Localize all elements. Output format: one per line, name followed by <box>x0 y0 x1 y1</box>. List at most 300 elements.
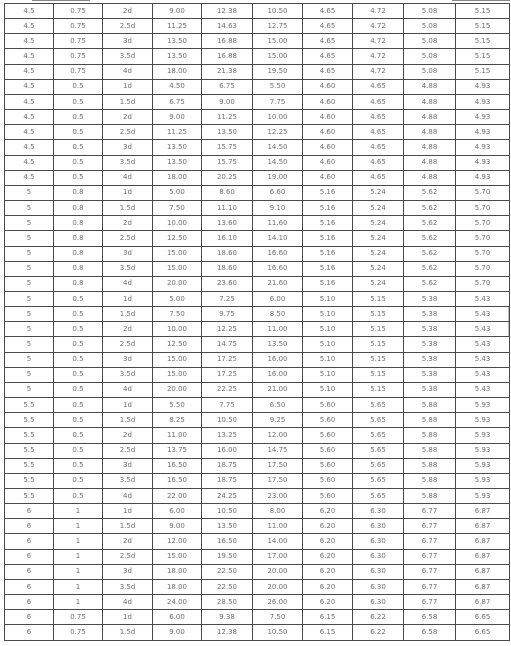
table-cell: 0.5 <box>54 428 103 443</box>
table-row <box>5 595 510 610</box>
table-cell: 15.00 <box>153 367 202 382</box>
table-cell: 5.70 <box>456 246 510 261</box>
table-row <box>5 367 510 382</box>
data-table <box>4 3 510 641</box>
table-cell: 4.5 <box>5 140 54 155</box>
table-cell: 21.38 <box>202 64 253 79</box>
table-cell: 14.00 <box>253 534 303 549</box>
table-cell: 0.8 <box>54 185 103 200</box>
table-row <box>5 94 510 109</box>
table-cell: 13.50 <box>253 337 303 352</box>
table-cell: 12.50 <box>153 231 202 246</box>
table-cell: 20.25 <box>202 170 253 185</box>
table-cell: 2d <box>103 534 153 549</box>
table-cell: 0.75 <box>54 64 103 79</box>
table-cell: 5 <box>5 201 54 216</box>
table-cell: 5.43 <box>456 337 510 352</box>
table-cell: 4.60 <box>303 170 353 185</box>
table-cell: 5.24 <box>353 246 404 261</box>
table-cell: 0.5 <box>54 79 103 94</box>
table-cell: 9.25 <box>253 413 303 428</box>
table-cell: 1d <box>103 291 153 306</box>
table-cell: 0.5 <box>54 170 103 185</box>
table-cell: 6.77 <box>404 595 456 610</box>
table-cell: 5.10 <box>303 337 353 352</box>
table-cell: 7.50 <box>153 201 202 216</box>
table-cell: 5.65 <box>353 473 404 488</box>
table-cell: 4.88 <box>404 155 456 170</box>
table-cell: 0.8 <box>54 201 103 216</box>
table-cell: 4.65 <box>353 155 404 170</box>
table-row <box>5 428 510 443</box>
table-cell: 4.5 <box>5 34 54 49</box>
table-cell: 0.5 <box>54 291 103 306</box>
table-cell: 16.00 <box>202 443 253 458</box>
table-cell: 1.5d <box>103 201 153 216</box>
table-cell: 5.93 <box>456 443 510 458</box>
table-row <box>5 458 510 473</box>
table-cell: 10.00 <box>153 216 202 231</box>
table-cell: 5.08 <box>404 49 456 64</box>
table-cell: 13.50 <box>202 125 253 140</box>
table-cell: 6.30 <box>353 579 404 594</box>
table-cell: 5.50 <box>253 79 303 94</box>
table-cell: 0.8 <box>54 276 103 291</box>
table-row <box>5 276 510 291</box>
table-cell: 0.5 <box>54 125 103 140</box>
table-cell: 9.00 <box>153 625 202 640</box>
table-cell: 5.10 <box>303 322 353 337</box>
table-cell: 12.38 <box>202 625 253 640</box>
table-cell: 5 <box>5 185 54 200</box>
table-cell: 6.00 <box>153 610 202 625</box>
table-cell: 16.88 <box>202 49 253 64</box>
table-cell: 5 <box>5 352 54 367</box>
table-cell: 8.50 <box>253 307 303 322</box>
table-cell: 4.72 <box>353 19 404 34</box>
table-cell: 5.43 <box>456 382 510 397</box>
table-cell: 5.5 <box>5 443 54 458</box>
table-cell: 10.50 <box>253 625 303 640</box>
table-cell: 5.15 <box>353 367 404 382</box>
table-cell: 6.87 <box>456 595 510 610</box>
table-cell: 1.5d <box>103 94 153 109</box>
table-cell: 12.25 <box>202 322 253 337</box>
table-cell: 5.62 <box>404 261 456 276</box>
table-cell: 1 <box>54 519 103 534</box>
table-cell: 5 <box>5 246 54 261</box>
table-cell: 5.70 <box>456 201 510 216</box>
table-row <box>5 140 510 155</box>
table-row <box>5 110 510 125</box>
table-cell: 5.43 <box>456 307 510 322</box>
table-cell: 5.08 <box>404 64 456 79</box>
table-cell: 26.00 <box>253 595 303 610</box>
table-cell: 5.15 <box>353 382 404 397</box>
table-row <box>5 307 510 322</box>
table-cell: 20.00 <box>153 382 202 397</box>
table-cell: 4.88 <box>404 79 456 94</box>
table-cell: 1.5d <box>103 307 153 322</box>
table-cell: 18.00 <box>153 579 202 594</box>
table-cell: 6.20 <box>303 564 353 579</box>
table-cell: 16.50 <box>153 473 202 488</box>
table-cell: 5.62 <box>404 216 456 231</box>
table-cell: 4.65 <box>353 125 404 140</box>
table-cell: 5.16 <box>303 185 353 200</box>
table-cell: 5.5 <box>5 428 54 443</box>
document-page <box>4 3 509 641</box>
table-cell: 4.50 <box>153 79 202 94</box>
table-cell: 5.5 <box>5 473 54 488</box>
table-cell: 3.5d <box>103 155 153 170</box>
table-cell: 10.50 <box>202 413 253 428</box>
table-cell: 13.75 <box>153 443 202 458</box>
table-row <box>5 64 510 79</box>
table-row <box>5 337 510 352</box>
table-cell: 5.70 <box>456 231 510 246</box>
table-cell: 5.16 <box>303 231 353 246</box>
table-row <box>5 201 510 216</box>
table-cell: 0.5 <box>54 307 103 322</box>
table-cell: 5.15 <box>353 352 404 367</box>
table-cell: 6 <box>5 564 54 579</box>
table-cell: 4.93 <box>456 140 510 155</box>
table-cell: 19.00 <box>253 170 303 185</box>
table-cell: 4.5 <box>5 4 54 19</box>
table-cell: 5.50 <box>153 398 202 413</box>
table-cell: 5 <box>5 231 54 246</box>
table-cell: 13.50 <box>153 34 202 49</box>
table-cell: 17.00 <box>253 549 303 564</box>
table-cell: 9.38 <box>202 610 253 625</box>
table-cell: 17.25 <box>202 352 253 367</box>
table-cell: 15.00 <box>253 34 303 49</box>
table-cell: 7.50 <box>153 307 202 322</box>
table-cell: 3d <box>103 564 153 579</box>
table-cell: 3d <box>103 140 153 155</box>
table-row <box>5 261 510 276</box>
table-row <box>5 231 510 246</box>
table-cell: 4.93 <box>456 94 510 109</box>
table-cell: 5.62 <box>404 231 456 246</box>
table-cell: 5.93 <box>456 398 510 413</box>
table-cell: 12.00 <box>153 534 202 549</box>
table-cell: 18.00 <box>153 170 202 185</box>
table-cell: 3d <box>103 246 153 261</box>
table-cell: 5.24 <box>353 185 404 200</box>
table-cell: 5.88 <box>404 428 456 443</box>
table-row <box>5 19 510 34</box>
table-cell: 0.5 <box>54 489 103 504</box>
table-cell: 6.77 <box>404 579 456 594</box>
table-cell: 18.60 <box>202 246 253 261</box>
table-cell: 9.00 <box>153 110 202 125</box>
table-cell: 4.65 <box>303 49 353 64</box>
table-cell: 6.65 <box>456 625 510 640</box>
table-cell: 11.25 <box>153 125 202 140</box>
table-cell: 5.24 <box>353 231 404 246</box>
table-cell: 5.5 <box>5 458 54 473</box>
table-cell: 7.75 <box>202 398 253 413</box>
table-row <box>5 291 510 306</box>
table-cell: 6.00 <box>253 291 303 306</box>
table-cell: 1d <box>103 185 153 200</box>
table-cell: 2.5d <box>103 125 153 140</box>
table-cell: 6.30 <box>353 549 404 564</box>
table-row <box>5 625 510 640</box>
table-cell: 6.22 <box>353 610 404 625</box>
table-row <box>5 34 510 49</box>
table-cell: 4.93 <box>456 125 510 140</box>
table-cell: 5.15 <box>456 4 510 19</box>
table-cell: 5 <box>5 276 54 291</box>
table-cell: 5.38 <box>404 367 456 382</box>
table-cell: 6.20 <box>303 549 353 564</box>
table-cell: 16.50 <box>153 458 202 473</box>
table-cell: 5.60 <box>303 489 353 504</box>
table-cell: 1d <box>103 504 153 519</box>
table-cell: 5.5 <box>5 489 54 504</box>
table-cell: 16.60 <box>253 246 303 261</box>
table-cell: 5.10 <box>303 307 353 322</box>
table-cell: 18.60 <box>202 261 253 276</box>
table-cell: 5 <box>5 291 54 306</box>
table-cell: 10.50 <box>253 4 303 19</box>
table-cell: 3.5d <box>103 49 153 64</box>
table-cell: 24.25 <box>202 489 253 504</box>
table-cell: 4.60 <box>303 110 353 125</box>
table-cell: 0.75 <box>54 19 103 34</box>
table-cell: 15.00 <box>153 352 202 367</box>
table-cell: 0.5 <box>54 367 103 382</box>
table-cell: 5.60 <box>303 473 353 488</box>
table-cell: 16.50 <box>202 534 253 549</box>
table-cell: 0.75 <box>54 610 103 625</box>
table-cell: 6 <box>5 519 54 534</box>
table-cell: 8.25 <box>153 413 202 428</box>
table-cell: 5.65 <box>353 398 404 413</box>
table-cell: 6.30 <box>353 504 404 519</box>
table-cell: 17.25 <box>202 367 253 382</box>
table-cell: 5.43 <box>456 352 510 367</box>
table-row <box>5 549 510 564</box>
table-cell: 5.93 <box>456 428 510 443</box>
table-cell: 4.88 <box>404 125 456 140</box>
table-cell: 5.16 <box>303 261 353 276</box>
table-cell: 2d <box>103 216 153 231</box>
table-cell: 21.00 <box>253 382 303 397</box>
table-cell: 4.5 <box>5 19 54 34</box>
table-cell: 6.58 <box>404 625 456 640</box>
table-cell: 3d <box>103 352 153 367</box>
table-cell: 0.5 <box>54 140 103 155</box>
table-cell: 5.00 <box>153 185 202 200</box>
table-cell: 5.24 <box>353 276 404 291</box>
table-cell: 17.50 <box>253 473 303 488</box>
table-cell: 3d <box>103 458 153 473</box>
table-cell: 6.87 <box>456 549 510 564</box>
table-cell: 6.20 <box>303 504 353 519</box>
table-cell: 2.5d <box>103 549 153 564</box>
table-cell: 9.00 <box>153 4 202 19</box>
table-cell: 23.60 <box>202 276 253 291</box>
table-cell: 1.5d <box>103 413 153 428</box>
table-cell: 4.5 <box>5 49 54 64</box>
table-row <box>5 49 510 64</box>
table-cell: 6 <box>5 610 54 625</box>
table-cell: 5.88 <box>404 489 456 504</box>
table-cell: 6.20 <box>303 519 353 534</box>
table-cell: 18.00 <box>153 564 202 579</box>
table-row <box>5 443 510 458</box>
table-row <box>5 246 510 261</box>
table-cell: 12.75 <box>253 19 303 34</box>
table-cell: 22.00 <box>153 489 202 504</box>
table-cell: 9.00 <box>153 519 202 534</box>
table-cell: 2.5d <box>103 443 153 458</box>
table-cell: 5.16 <box>303 246 353 261</box>
table-cell: 0.5 <box>54 398 103 413</box>
table-cell: 14.75 <box>253 443 303 458</box>
table-cell: 5 <box>5 322 54 337</box>
table-cell: 4d <box>103 170 153 185</box>
table-cell: 0.75 <box>54 34 103 49</box>
table-cell: 6.87 <box>456 579 510 594</box>
table-cell: 0.5 <box>54 155 103 170</box>
table-cell: 5.08 <box>404 19 456 34</box>
table-cell: 1 <box>54 549 103 564</box>
table-cell: 5.24 <box>353 201 404 216</box>
table-cell: 5.38 <box>404 322 456 337</box>
table-cell: 5.00 <box>153 291 202 306</box>
table-cell: 7.50 <box>253 610 303 625</box>
table-cell: 5.70 <box>456 276 510 291</box>
table-cell: 5.15 <box>456 19 510 34</box>
table-cell: 10.00 <box>253 110 303 125</box>
table-cell: 11.00 <box>253 322 303 337</box>
table-cell: 5.70 <box>456 216 510 231</box>
table-cell: 6.87 <box>456 519 510 534</box>
table-cell: 6.30 <box>353 564 404 579</box>
table-cell: 5.70 <box>456 261 510 276</box>
table-cell: 2.5d <box>103 19 153 34</box>
table-cell: 0.8 <box>54 216 103 231</box>
table-cell: 0.5 <box>54 443 103 458</box>
table-cell: 0.5 <box>54 382 103 397</box>
table-cell: 4.5 <box>5 64 54 79</box>
table-cell: 5.16 <box>303 276 353 291</box>
table-row <box>5 352 510 367</box>
table-cell: 22.25 <box>202 382 253 397</box>
table-cell: 5.88 <box>404 458 456 473</box>
table-cell: 5.5 <box>5 413 54 428</box>
table-cell: 5.65 <box>353 428 404 443</box>
table-cell: 5 <box>5 307 54 322</box>
table-cell: 5.65 <box>353 413 404 428</box>
table-cell: 6.65 <box>456 610 510 625</box>
table-cell: 4.93 <box>456 170 510 185</box>
table-cell: 8.00 <box>253 504 303 519</box>
table-cell: 0.5 <box>54 94 103 109</box>
table-cell: 5.62 <box>404 276 456 291</box>
table-cell: 22.50 <box>202 579 253 594</box>
table-body <box>5 4 510 641</box>
table-cell: 12.00 <box>253 428 303 443</box>
table-row <box>5 398 510 413</box>
table-cell: 13.50 <box>153 140 202 155</box>
table-cell: 19.50 <box>202 549 253 564</box>
table-cell: 0.75 <box>54 4 103 19</box>
table-cell: 13.50 <box>153 49 202 64</box>
table-cell: 0.8 <box>54 246 103 261</box>
table-cell: 4.72 <box>353 4 404 19</box>
table-cell: 13.60 <box>202 216 253 231</box>
table-cell: 28.50 <box>202 595 253 610</box>
table-cell: 6.87 <box>456 564 510 579</box>
table-cell: 5.38 <box>404 291 456 306</box>
table-cell: 19.50 <box>253 64 303 79</box>
table-cell: 12.50 <box>153 337 202 352</box>
table-cell: 5.62 <box>404 201 456 216</box>
table-cell: 12.25 <box>253 125 303 140</box>
table-cell: 16.10 <box>202 231 253 246</box>
table-cell: 5.15 <box>456 64 510 79</box>
table-cell: 5.10 <box>303 367 353 382</box>
table-cell: 2d <box>103 110 153 125</box>
table-cell: 4d <box>103 489 153 504</box>
table-row <box>5 185 510 200</box>
table-cell: 10.00 <box>153 322 202 337</box>
table-cell: 5.70 <box>456 185 510 200</box>
table-cell: 6 <box>5 534 54 549</box>
table-cell: 6.77 <box>404 549 456 564</box>
table-cell: 1 <box>54 564 103 579</box>
table-cell: 9.75 <box>202 307 253 322</box>
table-cell: 2.5d <box>103 337 153 352</box>
table-row <box>5 564 510 579</box>
table-cell: 5.93 <box>456 489 510 504</box>
table-cell: 1 <box>54 504 103 519</box>
table-cell: 2d <box>103 4 153 19</box>
table-cell: 1 <box>54 534 103 549</box>
table-cell: 14.50 <box>253 140 303 155</box>
table-cell: 5.62 <box>404 185 456 200</box>
table-cell: 6.77 <box>404 564 456 579</box>
table-cell: 20.00 <box>253 564 303 579</box>
table-cell: 6.00 <box>153 504 202 519</box>
table-cell: 0.8 <box>54 261 103 276</box>
table-cell: 11.00 <box>153 428 202 443</box>
table-cell: 15.00 <box>153 261 202 276</box>
table-cell: 4.88 <box>404 94 456 109</box>
table-cell: 20.00 <box>253 579 303 594</box>
table-cell: 5.15 <box>353 337 404 352</box>
table-cell: 4.5 <box>5 79 54 94</box>
table-cell: 5.38 <box>404 307 456 322</box>
table-cell: 18.00 <box>153 64 202 79</box>
table-cell: 15.75 <box>202 140 253 155</box>
table-cell: 15.00 <box>253 49 303 64</box>
table-cell: 5.43 <box>456 367 510 382</box>
table-cell: 5.38 <box>404 352 456 367</box>
table-cell: 6.77 <box>404 504 456 519</box>
table-cell: 0.5 <box>54 352 103 367</box>
table-cell: 2.5d <box>103 231 153 246</box>
table-cell: 4.60 <box>303 94 353 109</box>
table-cell: 6.87 <box>456 504 510 519</box>
table-cell: 15.75 <box>202 155 253 170</box>
